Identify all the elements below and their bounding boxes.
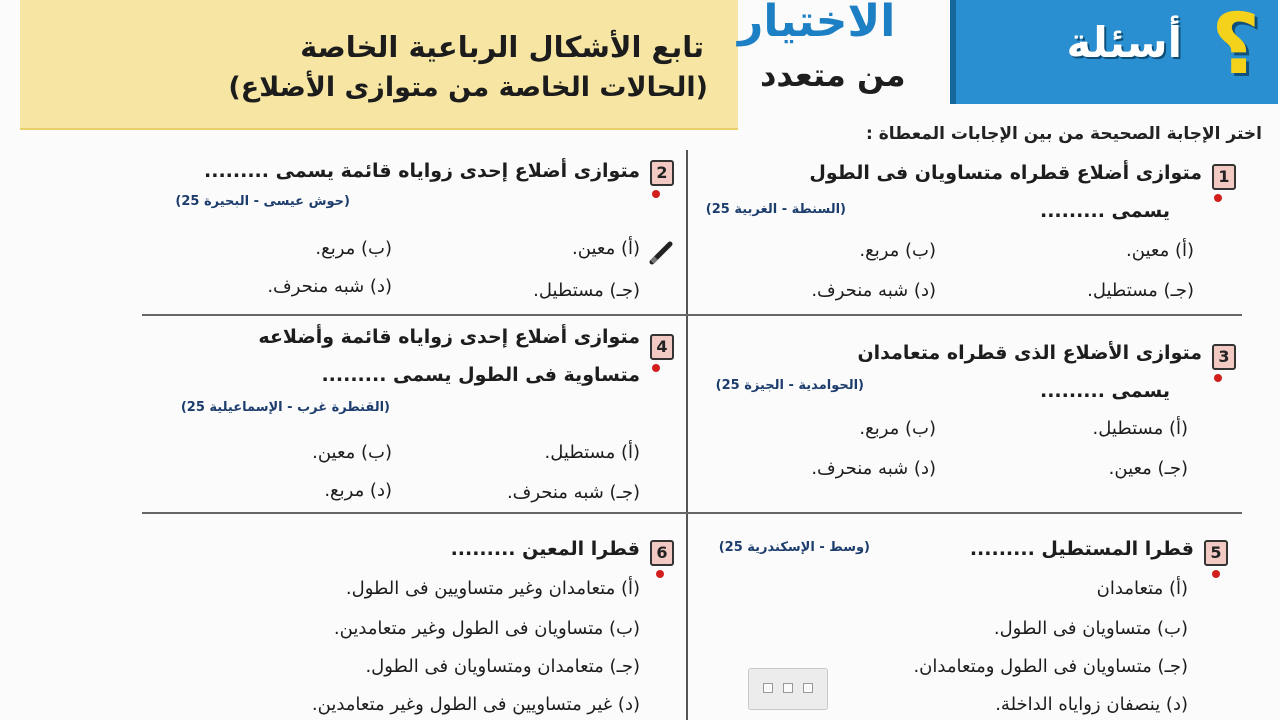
questions-label: أسئلة xyxy=(1066,18,1182,67)
option-a[interactable]: (أ) مستطيل. xyxy=(1092,418,1188,439)
question-number-badge: 3 xyxy=(1212,344,1236,370)
question-source: (الحوامدية - الجيزة 25) xyxy=(715,378,864,393)
toolbar-handle-icon[interactable] xyxy=(803,683,813,693)
option-b[interactable]: (ب) متساويان فى الطول وغير متعامدين. xyxy=(333,618,640,639)
option-c[interactable]: (جـ) معين. xyxy=(1108,458,1188,479)
row-divider xyxy=(142,314,1242,316)
toolbar-handle-icon[interactable] xyxy=(783,683,793,693)
option-d[interactable]: (د) مربع. xyxy=(324,480,392,501)
option-c[interactable]: (جـ) مستطيل. xyxy=(533,280,640,301)
question-text-continued: يسمى ......... xyxy=(1039,200,1170,222)
option-c[interactable]: (جـ) متعامدان ومتساويان فى الطول. xyxy=(365,656,640,677)
option-d[interactable]: (د) شبه منحرف. xyxy=(811,280,936,301)
question-text: متوازى أضلاع إحدى زواياه قائمة وأضلاعه xyxy=(258,326,640,348)
toolbar-handle-icon[interactable] xyxy=(763,683,773,693)
question-number-badge: 4 xyxy=(650,334,674,360)
column-divider xyxy=(686,150,688,720)
option-b[interactable]: (ب) مربع. xyxy=(859,418,936,439)
option-d[interactable]: (د) شبه منحرف. xyxy=(267,276,392,297)
question-source: (حوش عيسى - البحيرة 25) xyxy=(175,194,350,209)
multiple-choice-heading: الاختيار xyxy=(738,0,896,47)
option-a[interactable]: (أ) متعامدان وغير متساويين فى الطول. xyxy=(345,578,640,599)
question-mark-icon: ؟ xyxy=(1211,0,1260,93)
topic-banner xyxy=(20,0,738,130)
option-d[interactable]: (د) غير متساويين فى الطول وغير متعامدين. xyxy=(311,694,640,715)
floating-toolbar[interactable] xyxy=(748,668,828,710)
question-text: متوازى الأضلاع الذى قطراه متعامدان xyxy=(857,342,1202,364)
questions-badge xyxy=(950,0,1278,104)
question-text: متوازى أضلاع إحدى زواياه قائمة يسمى ......... xyxy=(204,160,640,182)
option-b[interactable]: (ب) مربع. xyxy=(315,238,392,259)
question-number-badge: 1 xyxy=(1212,164,1236,190)
option-a[interactable]: (أ) معين. xyxy=(572,238,640,259)
pencil-icon xyxy=(648,240,674,266)
option-d[interactable]: (د) ينصفان زواياه الداخلة. xyxy=(995,694,1188,715)
question-source: (وسط - الإسكندرية 25) xyxy=(718,540,870,555)
question-source: (القنطرة غرب - الإسماعيلية 25) xyxy=(180,400,390,415)
question-text: قطرا المستطيل ......... xyxy=(969,538,1194,560)
multiple-choice-subheading: من متعدد xyxy=(760,56,906,94)
option-b[interactable]: (ب) متساويان فى الطول. xyxy=(993,618,1188,639)
bullet-dot xyxy=(652,190,660,198)
topic-title: تابع الأشكال الرباعية الخاصة xyxy=(300,30,704,64)
option-d[interactable]: (د) شبه منحرف. xyxy=(811,458,936,479)
option-a[interactable]: (أ) معين. xyxy=(1126,240,1194,261)
option-a[interactable]: (أ) متعامدان xyxy=(1096,578,1188,599)
bullet-dot xyxy=(1212,570,1220,578)
bullet-dot xyxy=(652,364,660,372)
option-b[interactable]: (ب) مربع. xyxy=(859,240,936,261)
topic-subtitle: (الحالات الخاصة من متوازى الأضلاع) xyxy=(228,72,708,103)
option-a[interactable]: (أ) مستطيل. xyxy=(544,442,640,463)
question-source: (السنطة - الغربية 25) xyxy=(705,202,846,217)
option-c[interactable]: (جـ) متساويان فى الطول ومتعامدان. xyxy=(913,656,1188,677)
option-c[interactable]: (جـ) مستطيل. xyxy=(1087,280,1194,301)
question-text-continued: متساوية فى الطول يسمى ......... xyxy=(321,364,640,386)
question-number-badge: 5 xyxy=(1204,540,1228,566)
question-number-badge: 6 xyxy=(650,540,674,566)
option-c[interactable]: (جـ) شبه منحرف. xyxy=(506,482,640,503)
bullet-dot xyxy=(1214,194,1222,202)
question-text: قطرا المعين ......... xyxy=(450,538,640,560)
instruction-text: اختر الإجابة الصحيحة من بين الإجابات المعطاة : xyxy=(866,124,1262,144)
bullet-dot xyxy=(1214,374,1222,382)
question-number-badge: 2 xyxy=(650,160,674,186)
bullet-dot xyxy=(656,570,664,578)
question-text: متوازى أضلاع قطراه متساويان فى الطول xyxy=(809,162,1202,184)
row-divider xyxy=(142,512,1242,514)
option-b[interactable]: (ب) معين. xyxy=(312,442,392,463)
question-text-continued: يسمى ......... xyxy=(1039,380,1170,402)
